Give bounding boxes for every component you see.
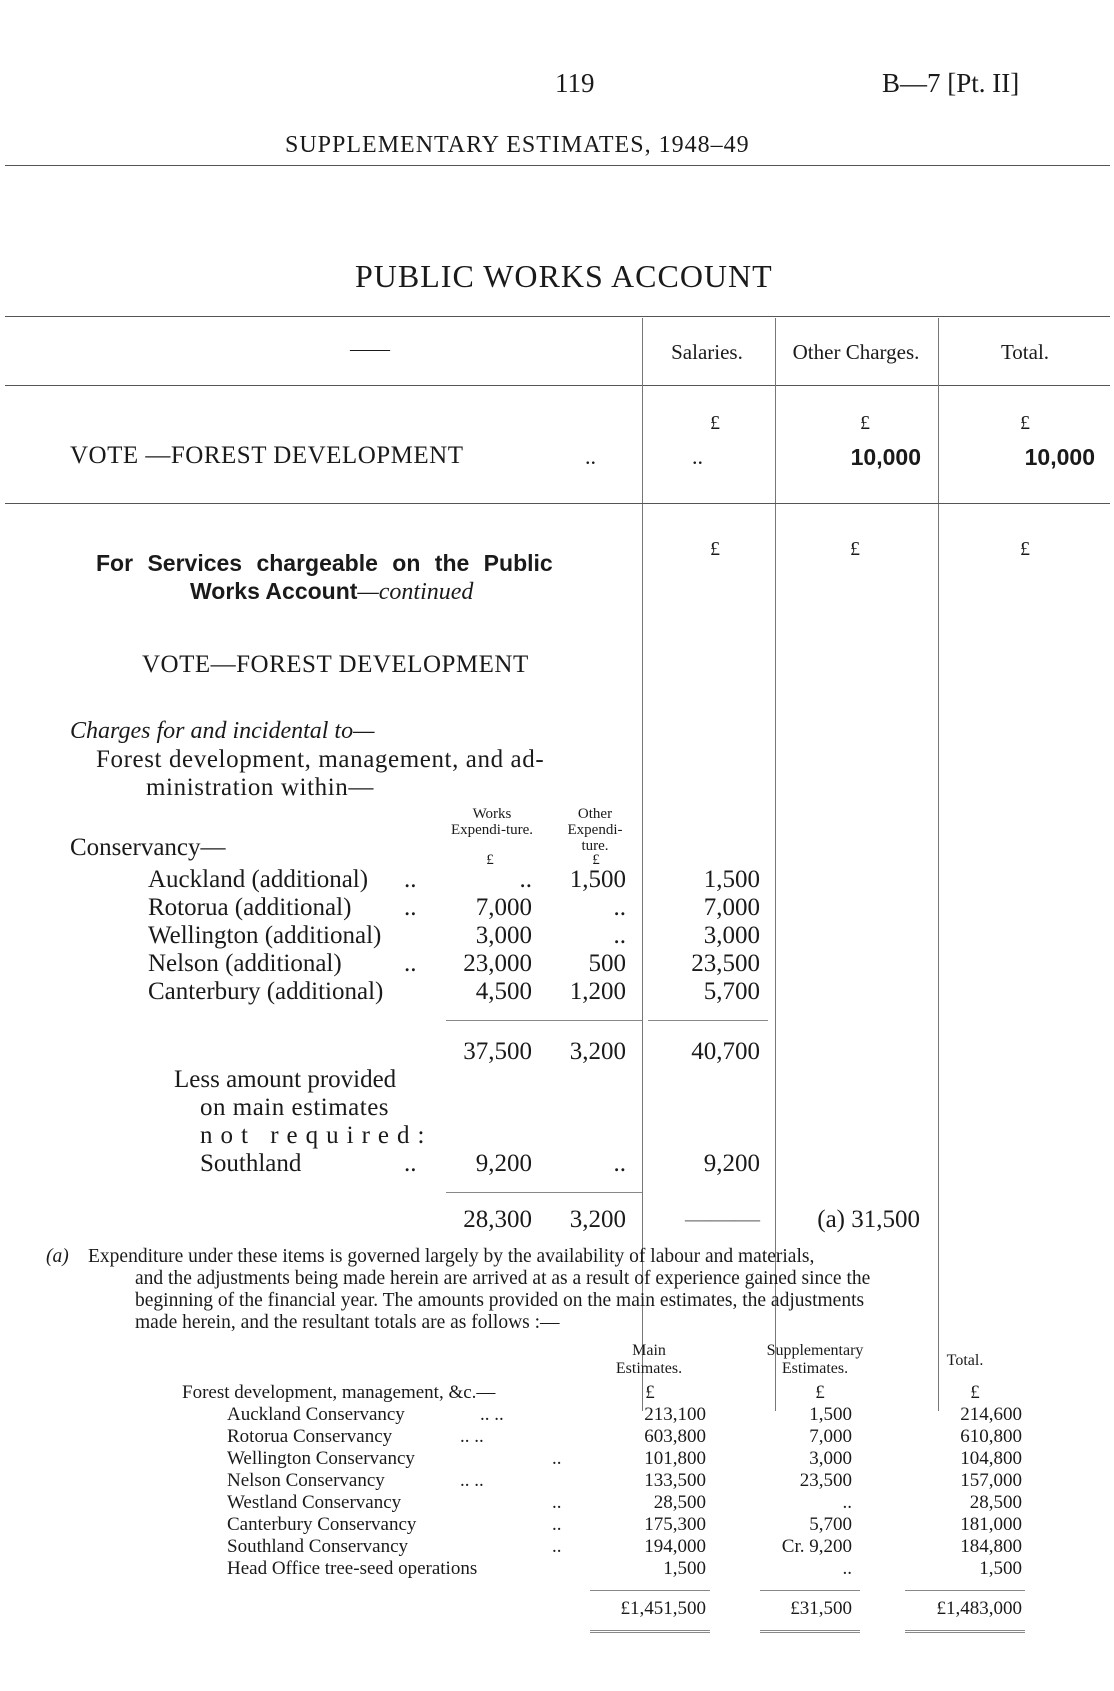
row-auckland-name: Auckland (additional) (148, 866, 369, 893)
southland-salaries: 9,200 (703, 1150, 760, 1177)
section-heading-line1: For Services chargeable on the Public (96, 550, 553, 576)
final-salaries-dash: ——— (685, 1206, 760, 1233)
section-currency-salaries: £ (710, 538, 720, 560)
currency-salaries: £ (710, 412, 720, 434)
ft-row-rotorua-main: 603,800 (644, 1426, 706, 1447)
ft-row-westland-supp: .. (842, 1492, 852, 1513)
summary-vote-label: VOTE —FOREST DEVELOPMENT (70, 442, 464, 469)
less-line-3: not required: (200, 1122, 433, 1149)
row-canterbury-name: Canterbury (additional) (148, 978, 384, 1005)
footnote-line-1: Expenditure under these items is governed largely by the availability of labour and materials, (88, 1246, 815, 1267)
ft-double-rule-main (590, 1630, 710, 1633)
column-total: Total. (1000, 340, 1050, 364)
summary-leader: .. (585, 444, 596, 469)
sub-header-other: Other Expendi-ture. (567, 806, 623, 854)
ft-double-rule-supp (760, 1630, 860, 1633)
ft-row-rotorua-name: Rotorua Conservancy (227, 1426, 393, 1447)
row-wellington-works: 3,000 (475, 922, 532, 949)
column-other-charges: Other Charges. (792, 340, 920, 364)
ft-row-southland-total: 184,800 (960, 1536, 1022, 1557)
footnote-line-3: beginning of the financial year. The amounts provided on the main estimates, the adjustments (135, 1290, 865, 1311)
subtotal-other: 3,200 (569, 1038, 626, 1065)
sub-header-works: Works Expendi-ture. (450, 806, 534, 838)
table-top-rule (5, 316, 1110, 317)
ft-currency-supp: £ (815, 1382, 825, 1403)
ft-row-nelson-leader: .. .. (460, 1470, 484, 1491)
column-blank-header: —— (350, 338, 390, 360)
summary-salaries: .. (692, 444, 703, 469)
subtotal-salaries: 40,700 (691, 1038, 760, 1065)
ft-total-supp: £31,500 (790, 1598, 852, 1619)
page-number: 119 (555, 68, 595, 98)
ft-row-nelson-name: Nelson Conservancy (227, 1470, 385, 1491)
row-rotorua-leader: .. (404, 894, 417, 921)
row-nelson-other: 500 (588, 950, 626, 977)
conservancy-label: Conservancy— (70, 834, 226, 861)
column-salaries: Salaries. (671, 340, 743, 364)
forest-line1: Forest development, management, and ad- (96, 746, 545, 773)
row-canterbury-works: 4,500 (475, 978, 532, 1005)
summary-total: 10,000 (1024, 444, 1095, 470)
ft-totals-rule-supp (760, 1590, 860, 1591)
ft-head-main-2: Estimates. (615, 1360, 683, 1377)
southland-other: .. (613, 1150, 626, 1177)
row-auckland-leader: .. (404, 866, 417, 893)
ft-row-auckland-main: 213,100 (644, 1404, 706, 1425)
ft-row-nelson-supp: 23,500 (799, 1470, 852, 1491)
ft-row-westland-main: 28,500 (653, 1492, 706, 1513)
final-other: 3,200 (569, 1206, 626, 1233)
ft-row-rotorua-total: 610,800 (960, 1426, 1022, 1447)
summary-other-charges: 10,000 (850, 444, 921, 470)
ft-row-southland-leader: .. (552, 1536, 562, 1557)
ft-row-southland-name: Southland Conservancy (227, 1536, 409, 1557)
currency-other: £ (860, 412, 870, 434)
ft-row-canterbury-total: 181,000 (960, 1514, 1022, 1535)
footnote-marker: (a) (46, 1246, 69, 1267)
ft-row-canterbury-supp: 5,700 (809, 1514, 852, 1535)
vote-title: VOTE—FOREST DEVELOPMENT (142, 651, 529, 678)
page-title: PUBLIC WORKS ACCOUNT (355, 258, 773, 294)
row-rotorua-works: 7,000 (475, 894, 532, 921)
southland-works: 9,200 (475, 1150, 532, 1177)
ft-totals-rule-main (590, 1590, 710, 1591)
ft-row-wellington-supp: 3,000 (809, 1448, 852, 1469)
ft-row-auckland-total: 214,600 (960, 1404, 1022, 1425)
ft-row-westland-total: 28,500 (969, 1492, 1022, 1513)
section-heading-bold: Works Account (190, 578, 358, 604)
ft-row-nelson-total: 157,000 (960, 1470, 1022, 1491)
page-subtitle: SUPPLEMENTARY ESTIMATES, 1948–49 (285, 132, 750, 158)
row-rotorua-name: Rotorua (additional) (148, 894, 352, 921)
row-rotorua-other: .. (613, 894, 626, 921)
ft-row-rotorua-leader: .. .. (460, 1426, 484, 1447)
header-bottom-rule (5, 385, 1110, 386)
subtotal-works: 37,500 (463, 1038, 532, 1065)
document-reference: B—7 [Pt. II] (882, 68, 1020, 98)
ft-head-supp-2: Estimates. (781, 1360, 849, 1377)
final-works: 28,300 (463, 1206, 532, 1233)
southland-name: Southland (200, 1150, 302, 1177)
ft-totals-rule-total (905, 1590, 1025, 1591)
ft-double-rule-total (905, 1630, 1025, 1633)
ft-row-wellington-name: Wellington Conservancy (227, 1448, 415, 1469)
sub-currency-works: £ (486, 852, 494, 868)
ft-group-label: Forest development, management, &c.— (182, 1382, 496, 1403)
ft-row-westland-name: Westland Conservancy (227, 1492, 402, 1513)
ft-head-supp-1: Supplementary (766, 1342, 864, 1359)
ft-row-wellington-main: 101,800 (644, 1448, 706, 1469)
row-wellington-other: .. (613, 922, 626, 949)
ft-row-southland-main: 194,000 (644, 1536, 706, 1557)
ft-row-auckland-leader: .. .. (480, 1404, 504, 1425)
row-auckland-other: 1,500 (569, 866, 626, 893)
row-canterbury-salaries: 5,700 (703, 978, 760, 1005)
ft-row-canterbury-leader: .. (552, 1514, 562, 1535)
ft-row-headoffice-total: 1,500 (979, 1558, 1022, 1579)
section-currency-other: £ (850, 538, 860, 560)
ft-row-southland-supp: Cr. 9,200 (781, 1536, 852, 1557)
row-wellington-salaries: 3,000 (703, 922, 760, 949)
row-wellington-name: Wellington (additional) (148, 922, 382, 949)
ft-row-headoffice-supp: .. (842, 1558, 852, 1579)
section-heading-italic: —continued (357, 579, 474, 605)
column-rule-total (938, 318, 939, 1411)
ft-currency-main: £ (645, 1382, 655, 1403)
ft-row-auckland-name: Auckland Conservancy (227, 1404, 405, 1425)
row-auckland-salaries: 1,500 (703, 866, 760, 893)
ft-row-canterbury-name: Canterbury Conservancy (227, 1514, 417, 1535)
ft-head-total: Total. (946, 1352, 984, 1369)
section-currency-total: £ (1020, 538, 1030, 560)
ft-row-nelson-main: 133,500 (644, 1470, 706, 1491)
ft-total-main: £1,451,500 (620, 1598, 706, 1619)
section-heading-line2 (190, 578, 473, 606)
row-rotorua-salaries: 7,000 (703, 894, 760, 921)
southland-leader: .. (404, 1150, 417, 1177)
ft-row-auckland-supp: 1,500 (809, 1404, 852, 1425)
footnote-line-4: made herein, and the resultant totals are as follows :— (135, 1312, 560, 1333)
row-nelson-works: 23,000 (463, 950, 532, 977)
ft-row-canterbury-main: 175,300 (644, 1514, 706, 1535)
header-rule (5, 165, 1110, 166)
ft-row-headoffice-main: 1,500 (663, 1558, 706, 1579)
forest-line2: ministration within— (146, 774, 374, 801)
less-line-2: on main estimates (200, 1094, 390, 1121)
ft-row-rotorua-supp: 7,000 (809, 1426, 852, 1447)
ft-row-wellington-leader: .. (552, 1448, 562, 1469)
ft-row-headoffice-name: Head Office tree-seed operations (227, 1558, 478, 1579)
ft-total-total: £1,483,000 (936, 1598, 1022, 1619)
row-nelson-salaries: 23,500 (691, 950, 760, 977)
sub-currency-other: £ (592, 852, 600, 868)
row-canterbury-other: 1,200 (569, 978, 626, 1005)
charges-intro: Charges for and incidental to— (70, 718, 375, 744)
subtotal-rule-salaries (648, 1020, 768, 1021)
subtotal-rule (446, 1020, 642, 1021)
ft-head-main-1: Main (632, 1342, 666, 1359)
final-rule (446, 1192, 642, 1193)
row-auckland-works: .. (519, 866, 532, 893)
footnote-line-2: and the adjustments being made herein are arrived at as a result of experience gained since the (135, 1268, 871, 1289)
ft-currency-total: £ (970, 1382, 980, 1403)
row-nelson-name: Nelson (additional) (148, 950, 342, 977)
less-line-1: Less amount provided (174, 1066, 397, 1093)
ft-row-wellington-total: 104,800 (960, 1448, 1022, 1469)
row-nelson-leader: .. (404, 950, 417, 977)
ft-row-westland-leader: .. (552, 1492, 562, 1513)
currency-total: £ (1020, 412, 1030, 434)
final-total: (a) 31,500 (817, 1206, 920, 1233)
summary-bottom-rule (5, 503, 1110, 504)
